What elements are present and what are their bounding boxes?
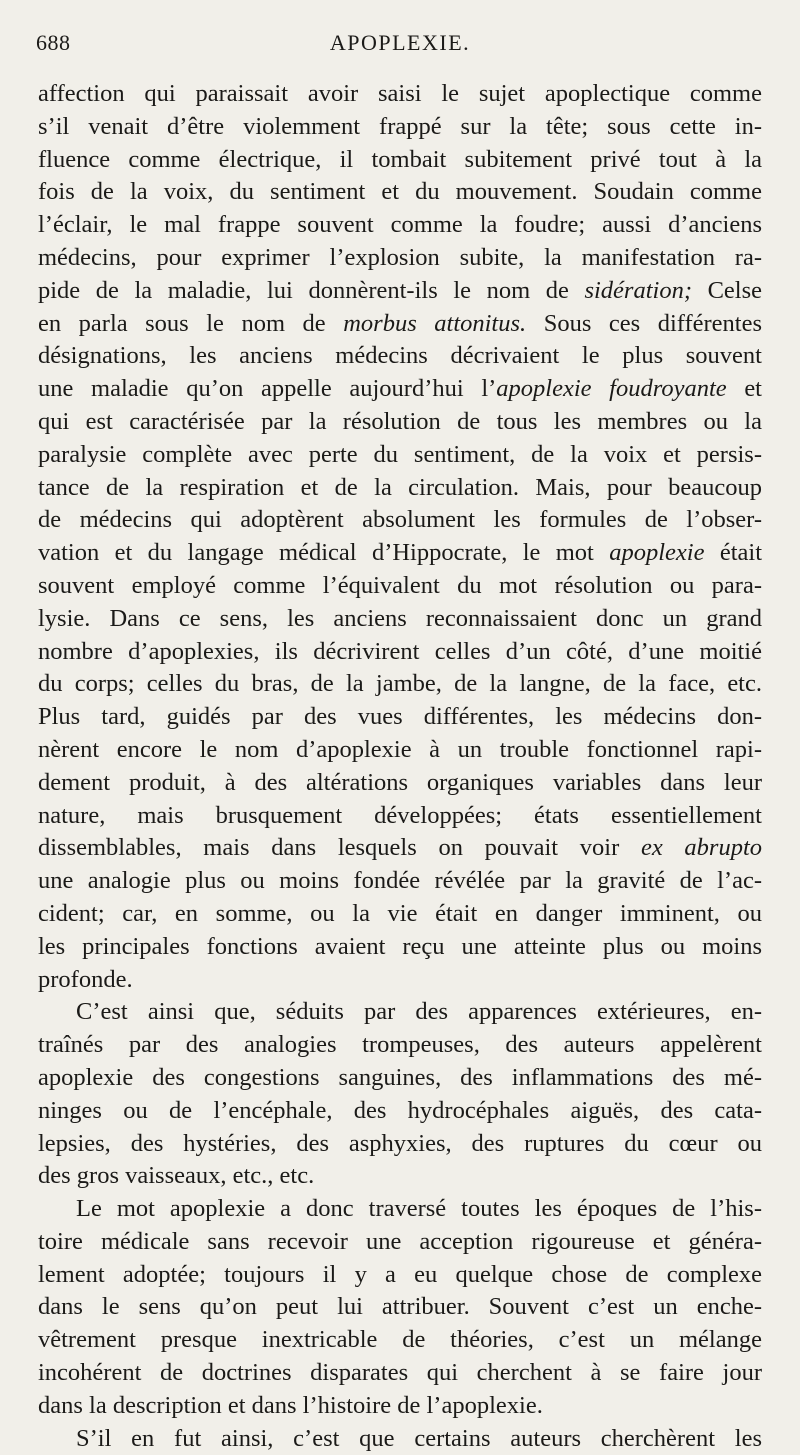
text-line: nature, mais brusquement développées; états essentiellement [38, 801, 762, 829]
text-line: dement produit, à des altérations organiques variables dans leur [38, 768, 762, 796]
text-line: dans la description et dans l’histoire de l’apoplexie. [38, 1391, 543, 1419]
text-segment: Celse [691, 276, 762, 304]
text-segment: et [726, 375, 762, 403]
text-line [38, 537, 762, 570]
text-line: qui est caractérisée par la résolution de tous les membres ou la [38, 407, 762, 435]
text-line: les principales fonctions avaient reçu une atteinte plus ou moins [38, 932, 762, 960]
text-line: dans le sens qu’on peut lui attribuer. Souvent c’est un enche- [38, 1293, 762, 1321]
text-line [38, 832, 762, 865]
italic-term: ex abrupto [640, 834, 762, 862]
text-line: une analogie plus ou moins fondée révélée par la gravité de l’ac- [38, 867, 762, 895]
text-line: de médecins qui adoptèrent absolument les formules de l’obser- [38, 506, 762, 534]
text-line: incohérent de doctrines disparates qui cherchent à se faire jour [38, 1359, 762, 1387]
text-line: des gros vaisseaux, etc., etc. [38, 1162, 315, 1190]
text-line: lement adoptée; toujours il y a eu quelque chose de complexe [38, 1260, 762, 1288]
text-line: lysie. Dans ce sens, les anciens reconnaissaient donc un grand [38, 604, 762, 632]
running-title: APOPLEXIE. [329, 30, 471, 55]
text-line [38, 373, 762, 406]
page-number: 688 [36, 30, 71, 55]
text-line: nèrent encore le nom d’apoplexie à un trouble fonctionnel rapi- [38, 735, 762, 763]
text-line: fois de la voix, du sentiment et du mouvement. Soudain comme [38, 178, 762, 206]
italic-term: morbus attonitus. [343, 309, 527, 337]
text-line: l’éclair, le mal frappe souvent comme la foudre; aussi d’anciens [38, 211, 762, 239]
text-segment: une maladie qu’on appelle aujourd’hui l’ [38, 375, 497, 403]
italic-term: sidération; [584, 276, 692, 304]
text-line: lepsies, des hystéries, des asphyxies, des ruptures du cœur ou [38, 1129, 762, 1157]
text-line: nombre d’apoplexies, ils décrivirent celles d’un côté, d’une moitié [38, 637, 762, 665]
text-line: fluence comme électrique, il tombait subitement privé tout à la [38, 145, 762, 173]
text-line [38, 308, 762, 341]
text-line: cident; car, en somme, ou la vie était en danger imminent, ou [38, 899, 762, 927]
text-line: ninges ou de l’encéphale, des hydrocéphales aiguës, des cata- [38, 1096, 762, 1124]
text-line: s’il venait d’être violemment frappé sur la tête; sous cette in- [38, 112, 762, 140]
text-line: souvent employé comme l’équivalent du mot résolution ou para- [38, 571, 762, 599]
text-line [38, 275, 762, 308]
italic-term: apoplexie [609, 539, 705, 567]
text-segment: en parla sous le nom de [38, 309, 344, 337]
text-segment: dissemblables, mais dans lesquels on pouvait voir [38, 834, 641, 862]
text-line: apoplexie des congestions sanguines, des inflammations des mé- [38, 1063, 762, 1091]
text-segment: vation et du langage médical d’Hippocrate, le mot [38, 539, 610, 567]
text-line: profonde. [38, 965, 133, 993]
text-line: C’est ainsi que, séduits par des apparences extérieures, en- [76, 998, 762, 1026]
text-line: tance de la respiration et de la circulation. Mais, pour beaucoup [38, 473, 762, 501]
text-line: médecins, pour exprimer l’explosion subite, la manifestation ra- [38, 243, 762, 271]
text-segment: était [704, 539, 762, 567]
italic-term: apoplexie foudroyante [496, 375, 727, 403]
text-line: affection qui paraissait avoir saisi le sujet apoplectique comme [38, 80, 762, 107]
text-line: toire médicale sans recevoir une acception rigoureuse et généra- [38, 1227, 762, 1255]
body-text [38, 78, 762, 1455]
text-line: vêtrement presque inextricable de théories, c’est un mélange [38, 1326, 762, 1354]
page-header [36, 30, 764, 64]
text-line: S’il en fut ainsi, c’est que certains auteurs cherchèrent les [76, 1424, 762, 1452]
text-segment: pide de la maladie, lui donnèrent-ils le nom de [38, 276, 585, 304]
text-segment: Sous ces différentes [526, 309, 762, 337]
text-line: traînés par des analogies trompeuses, des auteurs appelèrent [38, 1031, 762, 1059]
text-line: Le mot apoplexie a donc traversé toutes les époques de l’his- [76, 1195, 762, 1223]
text-line: désignations, les anciens médecins décrivaient le plus souvent [38, 342, 762, 370]
text-line: du corps; celles du bras, de la jambe, de la langne, de la face, etc. [38, 670, 762, 698]
text-line: Plus tard, guidés par des vues différentes, les médecins don- [38, 703, 762, 731]
text-line: paralysie complète avec perte du sentiment, de la voix et persis- [38, 440, 762, 468]
